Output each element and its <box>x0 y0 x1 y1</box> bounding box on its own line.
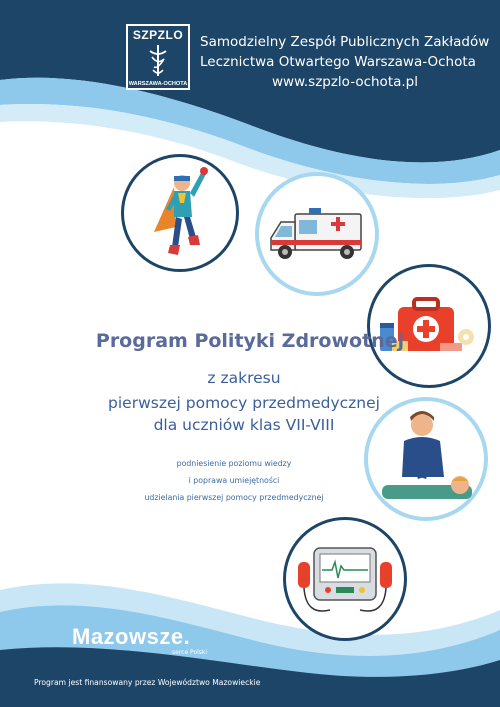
subtitle-line-3: dla uczniów klas VII-VIII <box>153 416 335 434</box>
header-text <box>200 32 490 92</box>
org-website[interactable]: www.szpzlo-ochota.pl <box>271 74 418 90</box>
detail-line-1: podniesienie poziomu wiedzy <box>176 459 292 468</box>
subtitle-line-2: pierwszej pomocy przedmedycznej <box>108 394 380 412</box>
detail-line-3: udzielania pierwszej pomocy przedmedycznej <box>144 493 324 502</box>
superhero-circle <box>121 154 239 272</box>
cpr-circle <box>364 397 488 521</box>
szpzlo-logo <box>126 24 190 90</box>
ambulance-circle <box>255 172 379 296</box>
caduceus-icon <box>146 43 170 77</box>
defibrillator-circle <box>283 517 407 641</box>
page-title: Program Polityki Zdrowotnej <box>95 330 405 352</box>
superhero-icon <box>124 157 236 269</box>
mazowsze-logo: Mazowsze. <box>72 624 191 649</box>
org-name-line-2: Lecznictwa Otwartego Warszawa-Ochota <box>200 54 476 70</box>
mazowsze-tagline: serce Polski <box>172 649 208 656</box>
logo-subtitle: WARSZAWA-OCHOTA <box>128 81 188 87</box>
defibrillator-icon <box>286 520 404 638</box>
funding-note: Program jest finansowany przez Województwo Mazowieckie <box>34 678 261 687</box>
logo-title: SZPZLO <box>132 28 184 42</box>
cpr-icon <box>368 401 484 517</box>
ambulance-icon <box>259 176 375 292</box>
org-name-line-1: Samodzielny Zespół Publicznych Zakładów <box>200 34 490 50</box>
subtitle-line-1: z zakresu <box>207 369 281 387</box>
detail-line-2: i poprawa umiejętności <box>188 476 280 485</box>
